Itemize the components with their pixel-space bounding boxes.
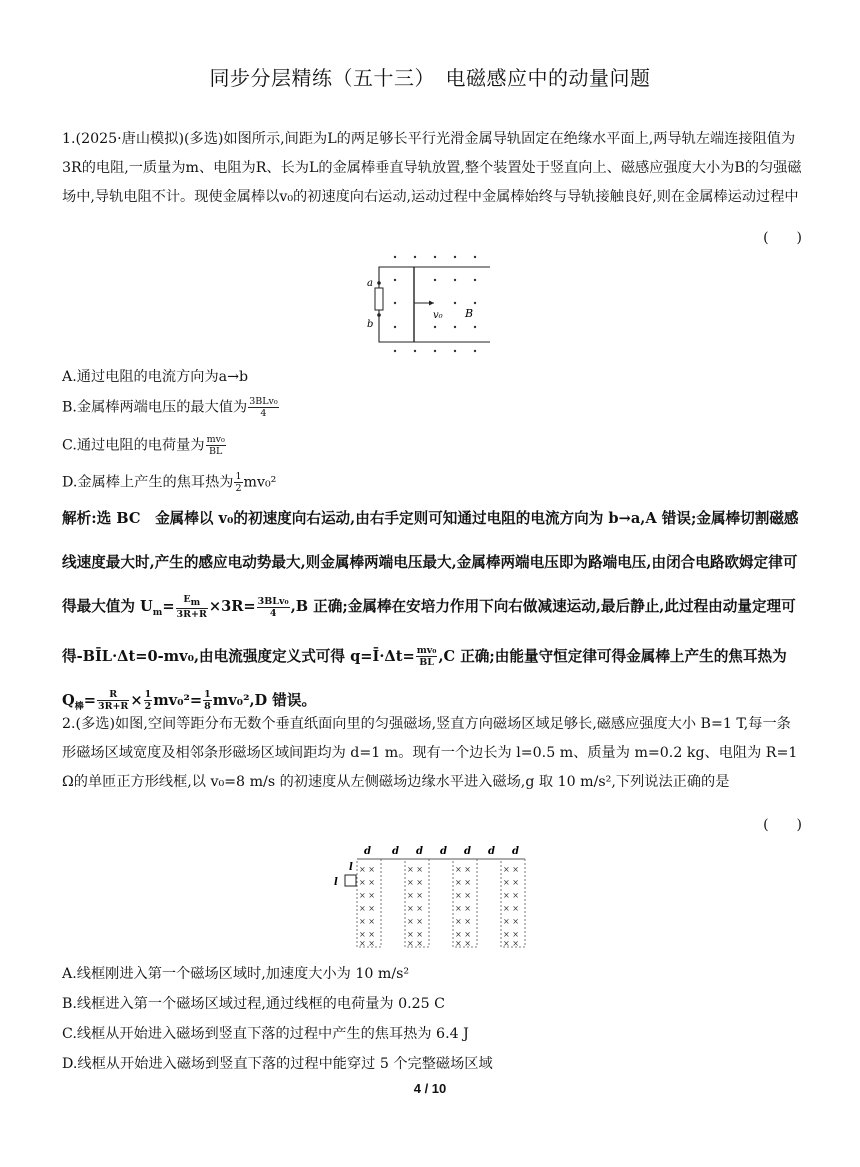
question-1-stem: 1.(2025·唐山模拟)(多选)如图所示,间距为L的两足够长平行光滑金属导轨固定在绝缘水平面上,两导轨左端连接阻值为3R的电阻,一质量为m、电阻为R、长为L的金属棒垂直导轨放置,整个装置处于竖直向上、磁感应强度大小为B的匀强磁场中,导轨电阻不计。现使金属棒以v₀的初速度向右运动,运动过程中金属棒始终与导轨接触良好,则在金属棒运动过程中 — [62, 131, 802, 205]
question-2-answer-bracket: ( ) — [763, 817, 802, 833]
q2-option-d: D.线框从开始进入磁场到竖直下落的过程中能穿过 5 个完整磁场区域 — [62, 1056, 493, 1072]
label-B: B — [465, 307, 474, 320]
page-number: 4 / 10 — [413, 1081, 447, 1096]
svg-text:× ×: × × — [407, 904, 423, 913]
svg-text:× ×: × × — [503, 904, 519, 913]
svg-text:× ×: × × — [503, 930, 519, 939]
svg-text:× ×: × × — [455, 865, 471, 874]
q1-option-c — [62, 434, 227, 457]
svg-text:× ×: × × — [359, 904, 375, 913]
svg-text:d: d — [488, 846, 495, 857]
svg-text:× ×: × × — [359, 917, 375, 926]
svg-text:d: d — [392, 846, 399, 857]
label-l-side: l — [334, 877, 338, 888]
svg-text:× ×: × × — [503, 939, 519, 948]
svg-text:× ×: × × — [503, 865, 519, 874]
svg-text:d: d — [464, 846, 471, 857]
q1-option-d: D.金属棒上产生的焦耳热为 $\frac{1}{2}$ mv₀² — [62, 471, 277, 494]
svg-text:d: d — [512, 846, 519, 857]
svg-text:d: d — [416, 846, 423, 857]
rail-circuit — [379, 267, 490, 342]
q1-option-b — [62, 396, 280, 419]
fraction: $\frac{1}{2}$ — [235, 471, 242, 494]
label-a: a — [367, 278, 373, 289]
q1-option-b-text: B.金属棒两端电压的最大值为 — [62, 399, 248, 416]
svg-text:× ×: × × — [407, 865, 423, 874]
label-b: b — [367, 319, 374, 330]
label-v0: v₀ — [433, 310, 443, 321]
svg-text:× ×: × × — [503, 878, 519, 887]
question-2-stem: 2.(多选)如图,空间等距分布无数个垂直纸面向里的匀强磁场,竖直方向磁场区域足够长,磁感应强度大小 B=1 T,每一条形磁场区域宽度及相邻条形磁场区域间距均为 d=1 m。现有一个边长为 l=0.5 m、质量为 m=0.2 kg、电阻为 R=1 Ω的单匝正方形线框,以 v₀=8 m/s 的初速度从左侧磁场边缘水平进入磁场,g 取 10 m/s²,下列说法正确的是 — [62, 716, 798, 790]
fraction: $\frac{\text{mv₀}}{BL}$ — [206, 434, 225, 457]
q2-option-c: C.线框从开始进入磁场到竖直下落的过程中产生的焦耳热为 6.4 J — [62, 1026, 469, 1042]
svg-text:× ×: × × — [455, 891, 471, 900]
question-2-text — [62, 710, 802, 797]
q1-option-c-text: C.通过电阻的电荷量为 — [62, 437, 205, 454]
svg-text:× ×: × × — [407, 891, 423, 900]
svg-text:× ×: × × — [407, 878, 423, 887]
svg-text:d: d — [440, 846, 447, 857]
question-1-text — [62, 125, 802, 212]
question-2-figure — [328, 842, 534, 952]
field-crosses — [359, 865, 519, 948]
field-strips — [357, 859, 525, 947]
fraction: $\frac{\text{3BLv₀}}{4}$ — [249, 396, 278, 419]
svg-text:× ×: × × — [407, 930, 423, 939]
resistor — [375, 288, 383, 310]
q2-option-b: B.线框进入第一个磁场区域过程,通过线框的电荷量为 0.25 C — [62, 996, 446, 1012]
field-dots — [394, 256, 476, 352]
question-1-figure — [362, 252, 496, 356]
label-l-top: l — [349, 862, 353, 873]
svg-text:× ×: × × — [503, 891, 519, 900]
svg-text:× ×: × × — [359, 878, 375, 887]
svg-text:× ×: × × — [359, 930, 375, 939]
q1-option-a: A.通过电阻的电流方向为a→b — [62, 369, 249, 385]
svg-text:× ×: × × — [455, 878, 471, 887]
svg-text:× ×: × × — [455, 939, 471, 948]
q1-option-d-text: D.金属棒上产生的焦耳热为 — [62, 474, 234, 491]
svg-text:× ×: × × — [407, 917, 423, 926]
square-coil — [345, 875, 356, 886]
svg-text:× ×: × × — [407, 939, 423, 948]
page-title: 同步分层精练（五十三） 电磁感应中的动量问题 — [209, 66, 651, 90]
svg-text:× ×: × × — [359, 891, 375, 900]
svg-text:× ×: × × — [455, 930, 471, 939]
svg-text:× ×: × × — [503, 917, 519, 926]
question-1-solution: 解析:选 BC 金属棒以 v₀的初速度向右运动,由右手定则可知通过电阻的电流方向为 b→a,A 错误;金属棒切割磁感线速度最大时,产生的感应电动势最大,则金属棒两端电压最大,金属棒两端电压即为路端电压,由闭合电路欧姆定律可得最大值为 $U_m=$ $\frac{E_m}{3R+R}$ ×3R= $\frac{\text{3BLv₀}}{4}$ ,B 正确;金属棒在安培力作用下向右做减速运动,最后静止,此过程由动量定理可得-BĪL·Δt=0-mv₀,由电流强度定义式可得 q=Ī·Δt= $\frac{\text{mv₀}}{BL}$ ,C 正确;由能量守恒定律可得金属棒上产生的焦耳热为 $Q_棒=$ $\frac{R}{3R+R}$ × $\frac{1}{2}$ mv₀²= $\frac{1}{8}$ mv₀²,D 错误。 — [62, 510, 799, 713]
svg-text:× ×: × × — [359, 939, 375, 948]
label-d: d — [364, 846, 371, 857]
q2-option-a: A.线框刚进入第一个磁场区域时,加速度大小为 10 m/s² — [62, 966, 410, 982]
question-1-answer-bracket: ( ) — [763, 230, 802, 246]
svg-text:× ×: × × — [455, 917, 471, 926]
svg-text:× ×: × × — [359, 865, 375, 874]
svg-text:× ×: × × — [455, 904, 471, 913]
